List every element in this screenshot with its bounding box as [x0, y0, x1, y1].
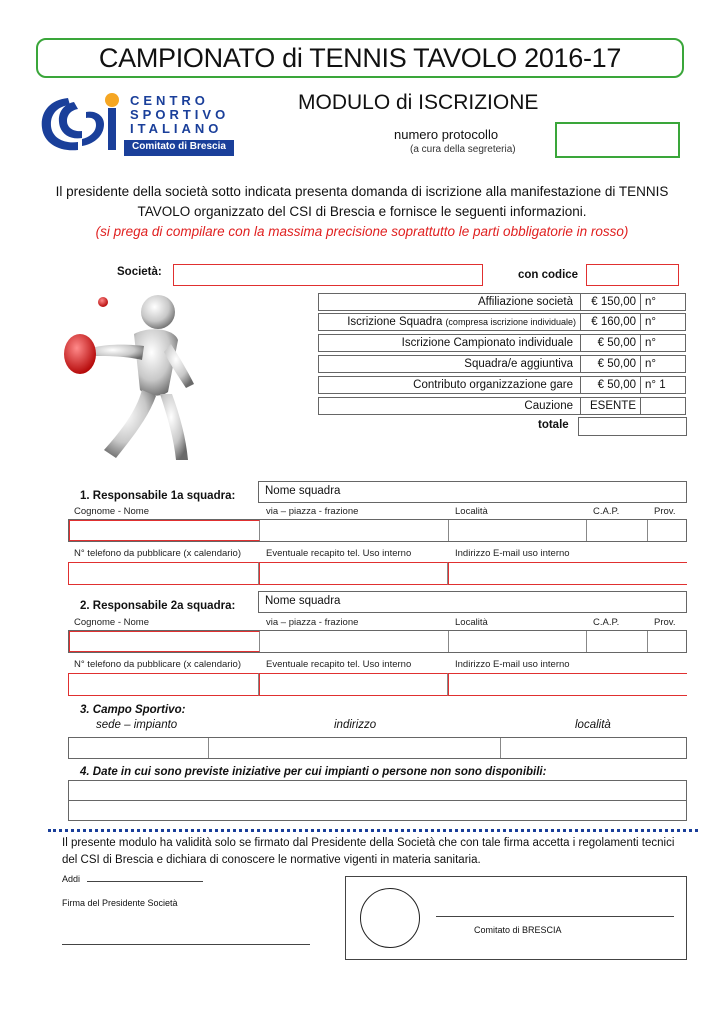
campo-sede-field[interactable]: [69, 738, 209, 758]
resp1-col-prov: Prov.: [654, 506, 676, 517]
fee-quantity-field[interactable]: n°: [645, 358, 656, 370]
resp2-col-cap: C.A.P.: [593, 617, 620, 628]
resp2-contact-row: [68, 673, 687, 696]
resp1-col-email: Indirizzo E-mail uso interno: [455, 548, 570, 559]
fee-row: [318, 293, 686, 311]
fee-desc: [319, 356, 581, 372]
comitato-label: Comitato di BRESCIA: [474, 925, 562, 935]
resp1-col-cap: C.A.P.: [593, 506, 620, 517]
fee-desc-text: Squadra/e aggiuntiva: [464, 358, 573, 370]
firma-line[interactable]: [62, 944, 310, 945]
resp2-label: 2. Responsabile 2a squadra:: [80, 600, 236, 612]
campo-indirizzo-field[interactable]: [209, 738, 501, 758]
fee-amount: € 150,00: [581, 294, 641, 310]
fee-amount: € 50,00: [581, 356, 641, 372]
resp2-team-label: Nome squadra: [265, 595, 341, 607]
resp2-col-via: via – piazza - frazione: [266, 617, 359, 628]
fee-quantity-field[interactable]: n°: [645, 316, 656, 328]
resp2-cognome-field[interactable]: [69, 631, 260, 652]
intro-text: Il presidente della società sotto indicata presenta domanda di iscrizione alla manifestazione di TENNIS TAVOLO organizzato del CSI di Brescia e fornisce le seguenti informazioni.: [55, 184, 669, 219]
resp1-label: 1. Responsabile 1a squadra:: [80, 490, 236, 502]
resp2-email-field[interactable]: [448, 673, 687, 696]
fee-desc: [319, 398, 581, 414]
campo-col-localita: località: [575, 719, 611, 731]
code-label: con codice: [518, 269, 579, 281]
totale-field[interactable]: [578, 417, 687, 436]
resp1-col-recapito: Eventuale recapito tel. Uso interno: [266, 548, 412, 559]
campo-label: 3. Campo Sportivo:: [80, 704, 186, 716]
resp1-address-row: [68, 519, 687, 542]
resp2-col-email: Indirizzo E-mail uso interno: [455, 659, 570, 670]
csi-logo: [38, 92, 236, 156]
resp2-prov-field[interactable]: [648, 631, 686, 652]
page-title-text: CAMPIONATO di TENNIS TAVOLO 2016-17: [98, 42, 622, 73]
fee-desc-note: (compresa iscrizione individuale): [445, 317, 576, 327]
resp2-col-prov: Prov.: [654, 617, 676, 628]
resp2-col-localita: Località: [455, 617, 488, 628]
dotted-divider: [48, 829, 698, 832]
fee-row: [318, 397, 686, 415]
campo-col-sede: sede – impianto: [96, 719, 178, 731]
fee-desc-text: Iscrizione Squadra: [347, 316, 443, 328]
resp1-localita-field[interactable]: [449, 520, 587, 541]
fee-row: [318, 376, 686, 394]
fee-desc: [319, 294, 581, 310]
resp1-recapito-field[interactable]: [259, 562, 448, 585]
society-name-field[interactable]: [173, 264, 483, 286]
society-code-field[interactable]: [586, 264, 679, 286]
fee-desc: [319, 314, 581, 330]
stamp-circle: [360, 888, 420, 948]
fee-desc: [319, 377, 581, 393]
resp1-team-label: Nome squadra: [265, 485, 341, 497]
intro-note: (si prega di compilare con la massima precisione soprattutto le parti obbligatorie in rosso): [95, 224, 629, 239]
fee-amount: € 50,00: [581, 377, 641, 393]
page-title: [36, 38, 684, 78]
protocol-number-field[interactable]: [555, 122, 680, 158]
player-illustration: [56, 282, 206, 472]
fee-quantity-field[interactable]: n°: [645, 337, 656, 349]
resp1-col-via: via – piazza - frazione: [266, 506, 359, 517]
resp2-recapito-field[interactable]: [259, 673, 448, 696]
dates-label: 4. Date in cui sono previste iniziative per cui impianti o persone non sono disponibili:: [80, 766, 547, 778]
addi-label: [62, 874, 203, 884]
logo-line-1: CENTRO: [130, 93, 209, 108]
fee-row: [318, 334, 686, 352]
resp1-cap-field[interactable]: [587, 520, 648, 541]
campo-col-indirizzo: indirizzo: [334, 719, 377, 731]
fee-desc-text: Contributo organizzazione gare: [413, 379, 573, 391]
logo-line-3: ITALIANO: [130, 121, 223, 136]
fee-amount: € 50,00: [581, 335, 641, 351]
firma-label: Firma del Presidente Società: [62, 898, 178, 908]
fee-quantity-field[interactable]: n°: [645, 296, 656, 308]
resp1-cognome-field[interactable]: [69, 520, 260, 541]
resp1-via-field[interactable]: [260, 520, 449, 541]
resp2-col-cognome: Cognome - Nome: [74, 617, 149, 628]
fee-amount: ESENTE: [581, 398, 641, 414]
resp1-email-field[interactable]: [448, 562, 687, 585]
resp1-team-field[interactable]: [258, 481, 687, 503]
fee-desc-text: Affiliazione società: [477, 296, 573, 308]
logo-line-4: Comitato di Brescia: [132, 141, 226, 152]
resp1-prov-field[interactable]: [648, 520, 686, 541]
totale-label: totale: [538, 419, 569, 431]
resp2-localita-field[interactable]: [449, 631, 587, 652]
resp1-contact-row: [68, 562, 687, 585]
resp2-cap-field[interactable]: [587, 631, 648, 652]
addi-line[interactable]: [87, 881, 203, 882]
intro-paragraph: [40, 182, 684, 242]
fee-desc-text: Iscrizione Campionato individuale: [401, 337, 573, 349]
addi-text: Addi: [62, 874, 81, 884]
fee-desc: [319, 335, 581, 351]
fee-desc-text: Cauzione: [524, 400, 573, 412]
comitato-signature-line[interactable]: [436, 916, 674, 917]
campo-localita-field[interactable]: [501, 738, 686, 758]
resp1-col-tel: N° telefono da pubblicare (x calendario): [74, 548, 241, 559]
protocol-label: numero protocollo: [394, 127, 499, 142]
footer-text: Il presente modulo ha validità solo se firmato dal Presidente della Società che con tale firma accetta i regolamenti tecnici del CSI di Brescia e dichiara di conoscere le normative vigenti in materia sanitaria.: [62, 837, 675, 866]
resp2-address-row: [68, 630, 687, 653]
resp2-tel-field[interactable]: [68, 673, 259, 696]
fee-quantity-field[interactable]: n° 1: [645, 379, 666, 391]
fee-quantity-field[interactable]: [641, 398, 685, 414]
resp2-col-tel: N° telefono da pubblicare (x calendario): [74, 659, 241, 670]
dates-field-2[interactable]: [68, 800, 687, 821]
logo-line-2: SPORTIVO: [130, 107, 230, 122]
resp2-team-field[interactable]: [258, 591, 687, 613]
table-tennis-player-figure: [56, 282, 206, 472]
resp1-tel-field[interactable]: [68, 562, 259, 585]
campo-row: [68, 737, 687, 759]
resp2-col-recapito: Eventuale recapito tel. Uso interno: [266, 659, 412, 670]
resp1-col-cognome: Cognome - Nome: [74, 506, 149, 517]
society-label: Società:: [117, 266, 162, 278]
fee-amount: € 160,00: [581, 314, 641, 330]
protocol-note: (a cura della segreteria): [410, 144, 516, 155]
resp2-via-field[interactable]: [260, 631, 449, 652]
resp1-col-localita: Località: [455, 506, 488, 517]
fee-row: [318, 313, 686, 331]
dates-field-1[interactable]: [68, 780, 687, 801]
form-subtitle: MODULO di ISCRIZIONE: [298, 91, 539, 114]
fee-row: [318, 355, 686, 373]
